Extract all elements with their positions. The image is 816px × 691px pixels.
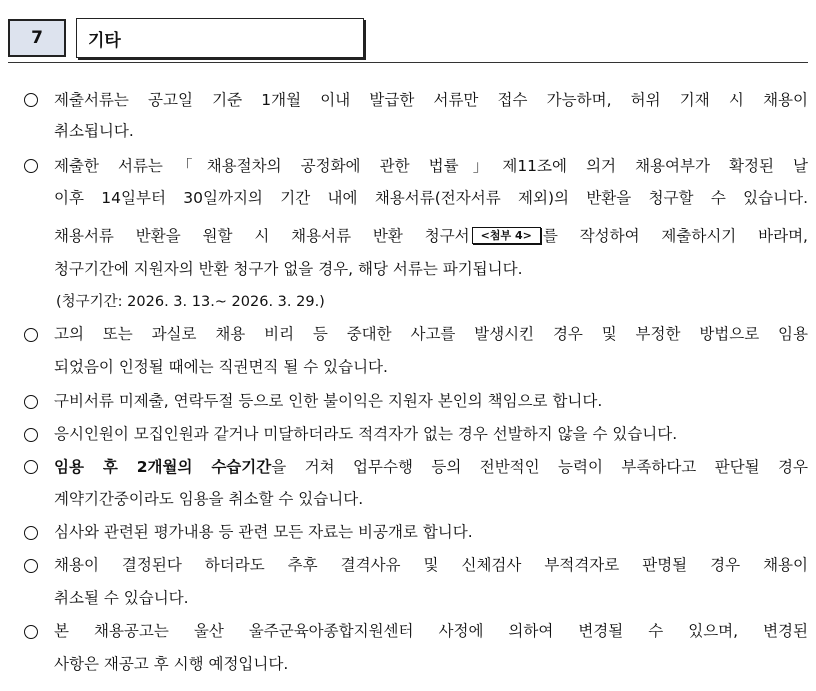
notice-item-4-line-1: 구비서류 미제출, 연락두절 등으로 인한 불이익은 지원자 본인의 책임으로 합니다. xyxy=(54,392,603,410)
claim-period-text: (청구기간: 2026. 3. 13.~ 2026. 3. 29.) xyxy=(56,294,325,310)
bullet-icon xyxy=(24,395,38,409)
bullet-icon xyxy=(24,460,38,474)
probation-rest-text: 을 거쳐 업무수행 등의 전반적인 능력이 부족하다고 판단될 경우 xyxy=(271,458,808,476)
notice-item-1-line-2: 취소됩니다. xyxy=(54,122,134,140)
notice-item-6-line-1 xyxy=(54,457,808,477)
bullet-icon xyxy=(24,428,38,442)
notice-item-9-line-1: 본 채용공고는 울산 울주군육아종합지원센터 사정에 의하여 변경될 수 있으며, 변경된 xyxy=(54,622,808,640)
section-title: 기타 xyxy=(76,18,364,58)
bullet-icon xyxy=(24,328,38,342)
notice-item-2-line-2: 이후 14일부터 30일까지의 기간 내에 채용서류(전자서류 제외)의 반환을 청구할 수 있습니다. xyxy=(54,189,808,207)
section-number: 7 xyxy=(8,19,66,57)
bullet-icon xyxy=(24,93,38,107)
notice-item-3-line-1: 고의 또는 과실로 채용 비리 등 중대한 사고를 발생시킨 경우 및 부정한 방법으로 임용 xyxy=(54,325,808,343)
header-divider xyxy=(8,62,808,63)
notice-item-2-line-1: 제출한 서류는「채용절차의 공정화에 관한 법률」제11조에 의거 채용여부가 확정된 날 xyxy=(54,157,808,175)
bullet-icon xyxy=(24,526,38,540)
line-3-before: 채용서류 반환을 원할 시 채용서류 반환 청구서 xyxy=(54,227,470,245)
attachment-reference-badge: <첨부 4> xyxy=(472,227,541,244)
bullet-icon xyxy=(24,159,38,173)
bullet-icon xyxy=(24,559,38,573)
notice-item-8-line-2: 취소될 수 있습니다. xyxy=(54,589,189,607)
notice-item-8-line-1: 채용이 결정된다 하더라도 추후 결격사유 및 신체검사 부적격자로 판명될 경우 채용이 xyxy=(54,556,808,574)
notice-item-9-line-2: 사항은 재공고 후 시행 예정입니다. xyxy=(54,655,289,673)
notice-item-1-line-1: 제출서류는 공고일 기준 1개월 이내 발급한 서류만 접수 가능하며, 허위 기재 시 채용이 xyxy=(54,91,808,109)
notice-item-2-line-4: 청구기간에 지원자의 반환 청구가 없을 경우, 해당 서류는 파기됩니다. xyxy=(54,260,523,278)
notice-item-2-line-3 xyxy=(54,226,808,246)
notice-item-3-line-2: 되었음이 인정될 때에는 직권면직 될 수 있습니다. xyxy=(54,358,388,376)
line-3-after: 를 작성하여 제출하시기 바라며, xyxy=(542,227,808,245)
notice-item-7-line-1: 심사와 관련된 평가내용 등 관련 모든 자료는 비공개로 합니다. xyxy=(54,523,473,541)
notice-item-6-line-2: 계약기간중이라도 임용을 취소할 수 있습니다. xyxy=(54,490,364,508)
probation-highlight: 임용 후 2개월의 수습기간 xyxy=(54,458,272,476)
bullet-icon xyxy=(24,625,38,639)
notice-item-5-line-1: 응시인원이 모집인원과 같거나 미달하더라도 적격자가 없는 경우 선발하지 않을 수 있습니다. xyxy=(54,425,678,443)
